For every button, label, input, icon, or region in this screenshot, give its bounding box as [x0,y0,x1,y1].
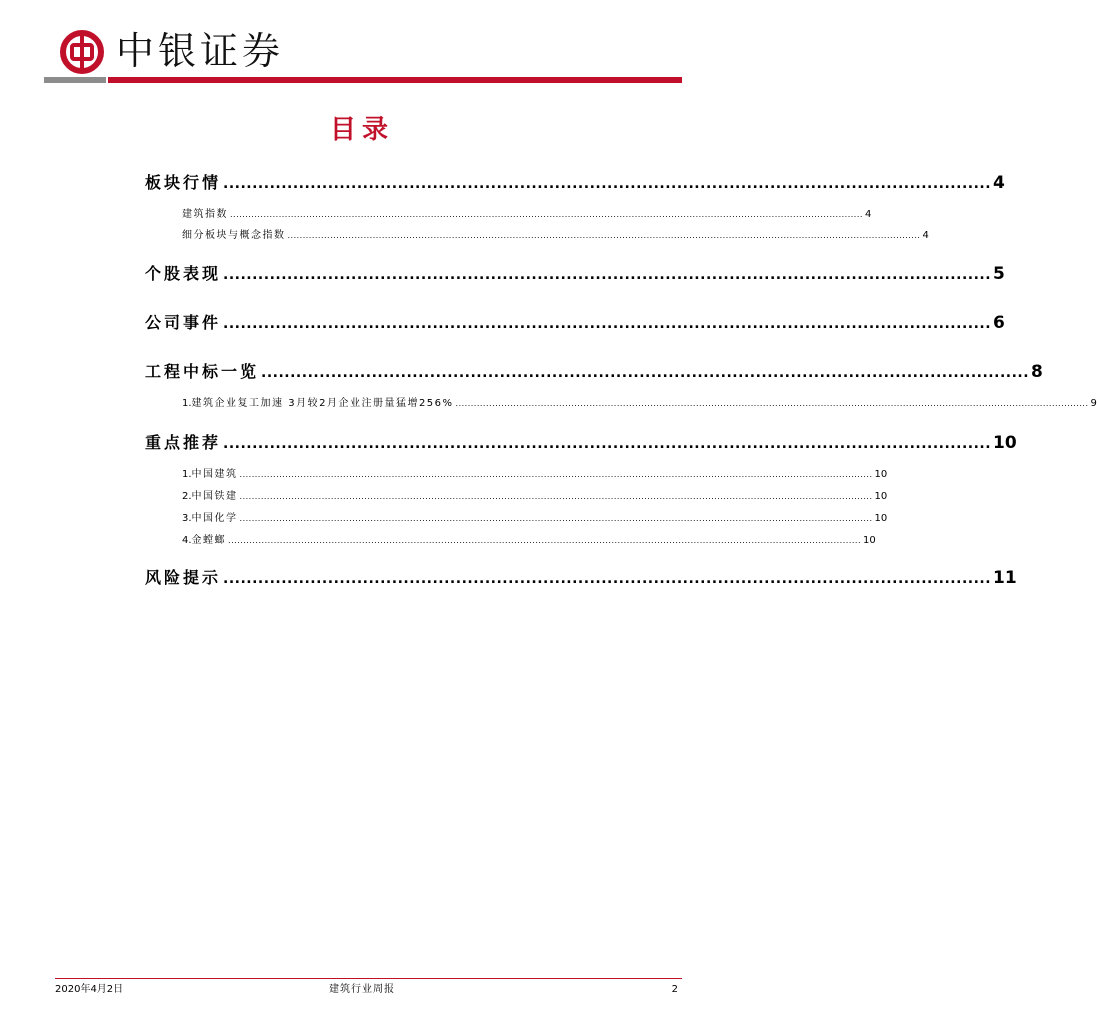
toc-title: 目录 [329,115,394,145]
toc-leader-dots: ................................................................................................................................................................................................................ [239,514,873,523]
footer-page-number: 2 [671,984,678,995]
toc-leader-dots: .................................................................................................................................... [223,267,992,283]
toc-entry-label: 建筑企业复工加速 3月较2月企业注册量猛增256% [191,398,454,409]
toc-entry-number: 1. [182,469,192,480]
toc-entry-label: 重点推荐 [145,433,222,452]
toc-entry-label: 中国化学 [191,513,238,524]
toc-entry-level1[interactable] [145,263,1005,285]
toc-entry-number: 1. [182,398,192,409]
toc-entry-page: 4 [993,173,1005,193]
toc-entry-page: 10 [862,535,876,546]
toc-entry-label: 工程中标一览 [145,362,260,381]
header-rule-grey [44,77,106,83]
toc-leader-dots: ................................................................................................................................................................................................................ [287,231,921,240]
toc-entry-page: 10 [874,491,888,502]
toc-entry-level2[interactable] [182,228,929,244]
toc-entry-number: 3. [182,513,192,524]
bank-of-china-logo-icon [60,30,104,74]
footer-rule [55,978,682,979]
toc-leader-dots: ................................................................................................................................................................................................................ [228,536,861,545]
toc-entry-level1[interactable] [145,312,1005,334]
toc-entry-level2[interactable] [182,489,888,505]
toc-leader-dots: ................................................................................................................................................................................................................ [455,399,1089,408]
footer-report-name: 建筑行业周报 [329,984,395,995]
toc-entry-label: 中国铁建 [191,491,238,502]
toc-leader-dots: .................................................................................................................................... [223,176,992,192]
toc-entry-label: 个股表现 [145,264,222,283]
toc-entry-label: 风险提示 [145,568,222,587]
toc-entry-level2[interactable] [182,467,888,483]
toc-entry-page: 10 [874,513,888,524]
toc-entry-label: 公司事件 [145,313,222,332]
brand-name: 中银证券 [116,29,285,73]
toc-entry-level2[interactable] [182,396,1097,412]
toc-entry-page: 5 [993,264,1005,284]
toc-entry-label: 中国建筑 [191,469,238,480]
toc-entry-page: 9 [1090,398,1097,409]
toc-entry-level1[interactable] [145,432,1017,454]
toc-leader-dots: .................................................................................................................................... [223,436,992,452]
toc-entry-level1[interactable] [145,361,1043,383]
footer-date: 2020年4月2日 [55,984,124,995]
toc-entry-page: 10 [874,469,888,480]
toc-entry-page: 4 [864,209,872,220]
toc-leader-dots: .................................................................................................................................... [223,316,992,332]
toc-entry-page: 4 [922,230,929,241]
toc-leader-dots: .................................................................................................................................... [261,365,1030,381]
toc-entry-number: 2. [182,491,192,502]
toc-entry-label: 建筑指数 [182,209,228,220]
toc-entry-number: 4. [182,535,192,546]
toc-entry-label: 金螳螂 [191,535,227,546]
toc-entry-page: 6 [993,313,1005,333]
toc-entry-level1[interactable] [145,172,1005,194]
toc-entry-label: 板块行情 [145,173,222,192]
header-rule-red [108,77,682,83]
toc-leader-dots: ................................................................................................................................................................................................................ [230,210,863,219]
toc-entry-page: 8 [1031,362,1043,382]
toc-leader-dots: ................................................................................................................................................................................................................ [239,492,873,501]
toc-entry-page: 11 [993,568,1017,588]
toc-leader-dots: .................................................................................................................................... [223,571,992,587]
toc-leader-dots: ................................................................................................................................................................................................................ [239,470,873,479]
toc-entry-label: 细分板块与概念指数 [182,230,286,241]
toc-entry-page: 10 [993,433,1017,453]
page-header [0,0,724,90]
toc-entry-level2[interactable] [182,207,872,223]
toc-entry-level2[interactable] [182,511,888,527]
toc-entry-level1[interactable] [145,567,1017,589]
toc-entry-level2[interactable] [182,533,876,549]
